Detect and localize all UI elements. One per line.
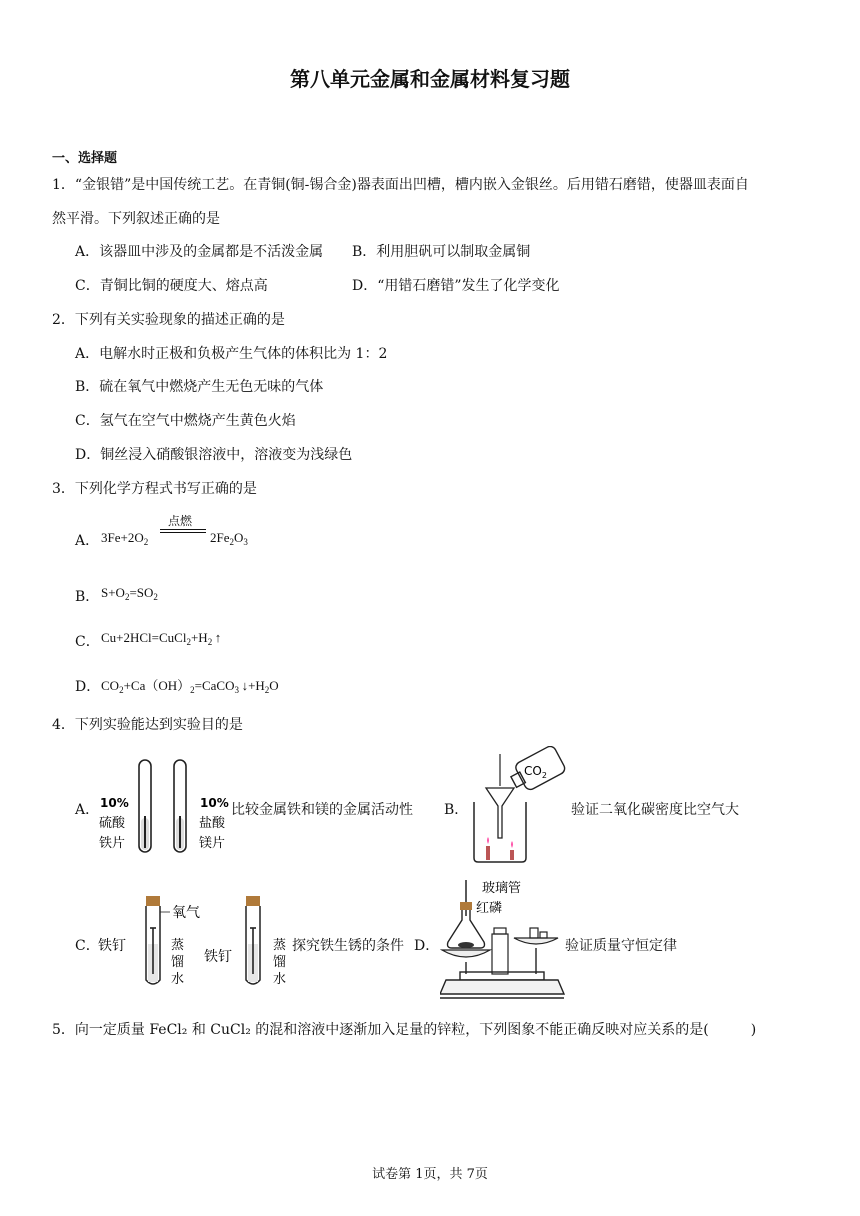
q2-option-a[interactable]: A．电解水时正极和负极产生气体的体积比为 1：2	[75, 346, 388, 362]
fig-c-oxygen: 氧气	[172, 905, 200, 921]
q3-equation-a-right: $2Fe_2O_3$	[210, 530, 248, 547]
q4-option-d-text: 验证质量守恒定律	[565, 938, 677, 954]
fig-a-metal2: 镁片	[199, 836, 226, 851]
q2-option-c[interactable]: C．氢气在空气中燃烧产生黄色火焰	[75, 413, 296, 429]
fig-c-nail2: 铁钉	[204, 949, 232, 965]
q3-option-b-label[interactable]: B．	[75, 589, 100, 605]
q4-option-c-label[interactable]: C．	[75, 938, 100, 954]
svg-text:蒸: 蒸	[273, 938, 287, 953]
section-heading: 一、选择题	[52, 151, 118, 166]
q1-option-d[interactable]: D．“用错石磨错”发生了化学变化	[352, 278, 560, 294]
q3-option-d-label[interactable]: D．	[75, 679, 101, 695]
q4-option-b-label[interactable]: B．	[444, 802, 469, 818]
q2-option-b[interactable]: B．硫在氧气中燃烧产生无色无味的气体	[75, 379, 324, 395]
fig-b-gas-label: $CO_2$	[524, 764, 547, 780]
svg-text:馏: 馏	[273, 955, 287, 970]
svg-text:馏: 馏	[171, 955, 185, 970]
fig-d-tube: 玻璃管	[482, 881, 522, 896]
q4-figure-a-test-tubes	[96, 756, 236, 858]
q3-option-c-label[interactable]: C．	[75, 634, 100, 650]
q3-equation-a-condition: 点燃	[168, 514, 193, 528]
q4-option-c-text: 探究铁生锈的条件	[292, 938, 404, 954]
q3-option-a-label[interactable]: A．	[75, 533, 100, 549]
q1-option-c[interactable]: C．青铜比铜的硬度大、熔点高	[75, 278, 268, 294]
q4-figure-b-co2-beaker	[460, 746, 570, 868]
fig-a-pct2: 10%	[200, 796, 229, 810]
q1-option-b[interactable]: B．利用胆矾可以制取金属铜	[352, 244, 531, 260]
q4-stem: 4．下列实验能达到实验目的是	[52, 717, 243, 733]
q1-stem-line2: 然平滑。下列叙述正确的是	[52, 211, 220, 227]
fig-d-phosphorus: 红磷	[476, 901, 503, 916]
q1-option-a[interactable]: A．该器皿中涉及的金属都是不活泼金属	[75, 244, 324, 260]
q3-stem: 3．下列化学方程式书写正确的是	[52, 481, 257, 497]
q3-equation-d: $CO_2+Ca(OH)_2=CaCO_3$ $↓+H_2O$	[101, 678, 279, 695]
fig-a-acid2: 盐酸	[199, 816, 226, 831]
page-footer: 试卷第 1页，共 7页	[372, 1167, 488, 1182]
fig-a-acid1: 硫酸	[99, 816, 126, 831]
q3-equation-a-left: $3Fe+2O_2$	[101, 530, 149, 547]
q3-equation-a-equal-bottom	[160, 532, 206, 533]
q1-stem-line1: 1．“金银错”是中国传统工艺。在青铜(铜-锡合金)器表面出凹槽，槽内嵌入金银丝。后用错石磨错，使器皿表面自	[52, 177, 749, 193]
fig-a-metal1: 铁片	[99, 836, 126, 851]
q3-equation-b: $S+O_2=SO_2$	[101, 585, 158, 602]
q4-option-b-text: 验证二氧化碳密度比空气大	[571, 802, 739, 818]
fig-c-nail1: 铁钉	[98, 938, 126, 954]
q2-stem: 2．下列有关实验现象的描述正确的是	[52, 312, 285, 328]
svg-text:蒸: 蒸	[171, 938, 185, 953]
q3-equation-c: $Cu+2HCl=CuCl_2+H_2$ ↑	[101, 630, 222, 647]
q5-stem: 5．向一定质量 FeCl₂ 和 CuCl₂ 的混和溶液中逐渐加入足量的锌粒，下列图象不能正确反映对应关系的是( )	[52, 1022, 757, 1038]
q4-option-d-label[interactable]: D．	[414, 938, 440, 954]
svg-text:水: 水	[171, 972, 185, 987]
q4-option-a-label[interactable]: A．	[75, 802, 100, 818]
svg-text:水: 水	[273, 972, 287, 987]
q3-equation-a-equal-top	[160, 529, 206, 530]
q2-option-d[interactable]: D．铜丝浸入硝酸银溶液中，溶液变为浅绿色	[75, 447, 353, 463]
q4-option-a-text: 比较金属铁和镁的金属活动性	[231, 802, 413, 818]
page-title: 第八单元金属和金属材料复习题	[290, 67, 570, 91]
fig-a-pct1: 10%	[100, 796, 129, 810]
q4-figure-c-rust	[96, 888, 296, 992]
q4-figure-d-balance	[440, 876, 570, 1004]
